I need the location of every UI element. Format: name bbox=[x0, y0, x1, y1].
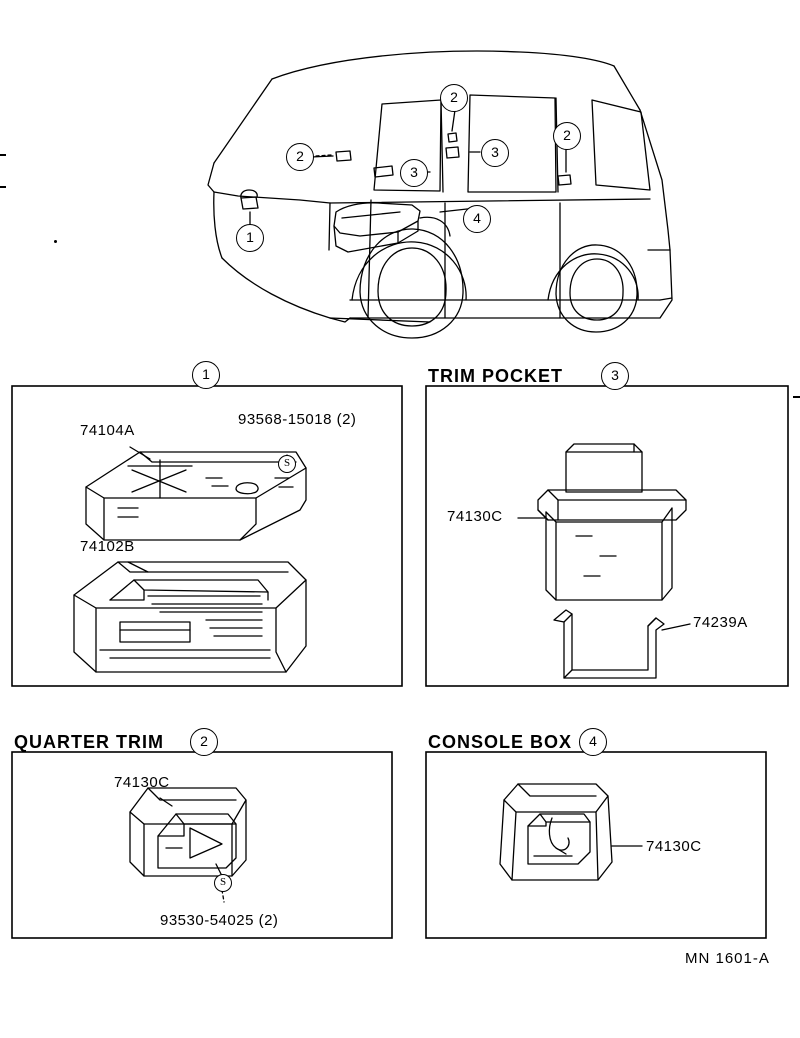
callout-4-console[interactable] bbox=[463, 205, 491, 233]
callout-label: 4 bbox=[589, 733, 597, 749]
callout-label: 3 bbox=[491, 144, 499, 160]
part-number-74130C-console: 74130C bbox=[646, 838, 702, 855]
callout-3-rear[interactable] bbox=[481, 139, 509, 167]
panel-callout-4[interactable] bbox=[579, 728, 607, 756]
edge-tick-right bbox=[793, 396, 800, 398]
callout-label: 4 bbox=[473, 210, 481, 226]
callout-2-rear[interactable] bbox=[553, 122, 581, 150]
panel-callout-1[interactable] bbox=[192, 361, 220, 389]
drawing-code: MN 1601-A bbox=[685, 950, 770, 967]
edge-dot bbox=[54, 240, 57, 243]
screw-symbol-panel2 bbox=[214, 874, 232, 892]
edge-tick-bottom bbox=[0, 186, 6, 188]
part-number-74102B: 74102B bbox=[80, 538, 135, 555]
callout-label: 2 bbox=[200, 733, 208, 749]
panel-title-trim-pocket: TRIM POCKET bbox=[428, 366, 563, 386]
part-number-93530-54025: 93530-54025 (2) bbox=[160, 912, 279, 929]
panel-callout-3[interactable] bbox=[601, 362, 629, 390]
panel-callout-2[interactable] bbox=[190, 728, 218, 756]
callout-label: 3 bbox=[611, 367, 619, 383]
callout-label: 1 bbox=[202, 366, 210, 382]
panel-title-console-box: CONSOLE BOX bbox=[428, 732, 573, 752]
callout-1-vehicle[interactable] bbox=[236, 224, 264, 252]
part-number-74130C-pocket: 74130C bbox=[447, 508, 503, 525]
callout-2-center[interactable] bbox=[440, 84, 468, 112]
screw-symbol-label: S bbox=[219, 876, 227, 888]
part-number-93568-15018: 93568-15018 (2) bbox=[238, 411, 357, 428]
part-number-74130C-quarter: 74130C bbox=[114, 774, 170, 791]
callout-label: 2 bbox=[296, 148, 304, 164]
callout-3-front[interactable] bbox=[400, 159, 428, 187]
part-number-74239A: 74239A bbox=[693, 614, 748, 631]
screw-symbol-label: S bbox=[283, 457, 291, 469]
panel-title-quarter-trim: QUARTER TRIM bbox=[14, 732, 164, 752]
screw-symbol-panel1 bbox=[278, 455, 296, 473]
callout-label: 2 bbox=[563, 127, 571, 143]
part-number-74104A: 74104A bbox=[80, 422, 135, 439]
edge-tick-top bbox=[0, 154, 6, 156]
callout-label: 2 bbox=[450, 89, 458, 105]
callout-label: 3 bbox=[410, 164, 418, 180]
callout-2-front[interactable] bbox=[286, 143, 314, 171]
callout-label: 1 bbox=[246, 229, 254, 245]
